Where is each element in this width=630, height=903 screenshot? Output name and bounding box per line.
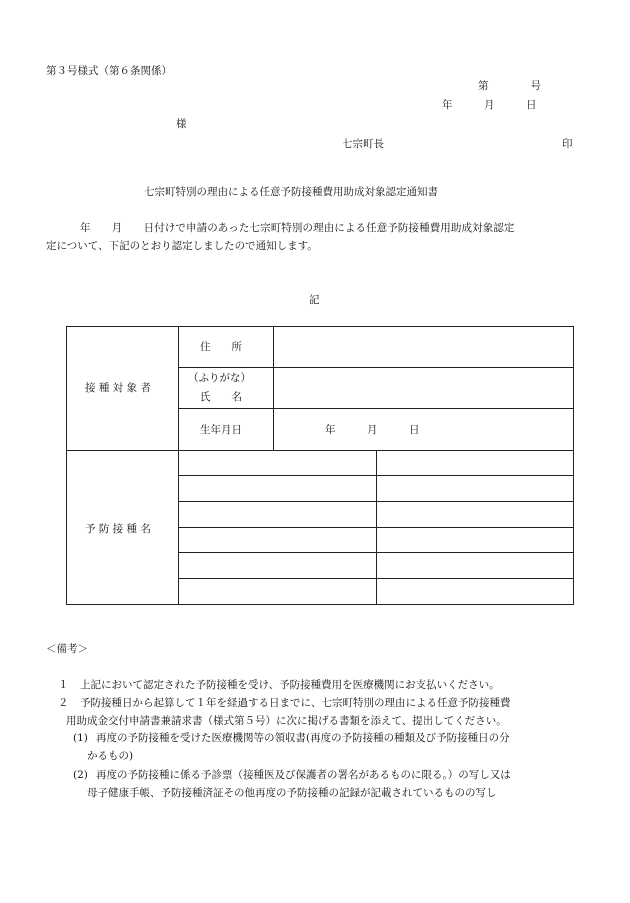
note-2-number: ２ [58, 697, 69, 709]
table-divider [273, 327, 274, 450]
seal-mark: 印 [562, 138, 573, 150]
birthdate-value: 年 月 日 [325, 424, 420, 436]
body-line-2: 定について、下記のとおり認定しましたので通知します。 [46, 240, 318, 252]
sub-item-1-line-1: 再度の予防接種を受けた医療機関等の領収書(再度の予防接種の種類及び予防接種日の分 [96, 732, 510, 744]
document-title: 七宗町特別の理由による任意予防接種費用助成対象認定通知書 [144, 186, 438, 198]
sub-item-2-number: (2) [73, 769, 88, 781]
document-number: 第 号 [478, 80, 541, 92]
table-divider [178, 367, 573, 368]
address-label: 住 所 [200, 341, 242, 353]
issuer-name: 七宗町長 [342, 138, 384, 150]
table-divider [178, 408, 573, 409]
note-1-number: １ [58, 679, 69, 691]
sub-item-2-line-1: 再度の予防接種に係る予診票（接種医及び保護者の署名があるものに限る。）の写し又は [96, 769, 511, 781]
note-1-text: 上記において認定された予防接種を受け、予防接種費用を医療機関にお支払いください。 [80, 679, 500, 691]
note-2-text-line-2: 用助成金交付申請書兼請求書（様式第５号）に次に掲げる書類を添えて、提出してください。 [66, 715, 507, 727]
sub-item-1-line-2: かるもの) [87, 750, 134, 762]
birthdate-label: 生年月日 [200, 424, 242, 436]
note-2-text-line-1: 予防接種日から起算して１年を経過する日までに、七宗町特別の理由による任意予防接種費 [80, 697, 511, 709]
form-number: 第３号様式（第６条関係） [46, 65, 172, 77]
certification-table [66, 326, 574, 605]
sub-item-2-line-2: 母子健康手帳、予防接種済証その他再度の予防接種の記録が記載されているものの写し [87, 787, 497, 799]
name-label: 氏 名 [200, 391, 242, 403]
vaccine-label: 予 防 接 種 名 [85, 523, 151, 535]
body-line-1: 年 月 日付けで申請のあった七宗町特別の理由による任意予防接種費用助成対象認定 [80, 222, 515, 234]
ki-heading: 記 [309, 294, 320, 306]
table-divider [67, 450, 573, 451]
table-divider [178, 327, 179, 604]
sub-item-1-number: (1) [73, 732, 88, 744]
furigana-label: （ふりがな） [188, 372, 251, 384]
subject-label: 接 種 対 象 者 [85, 382, 151, 394]
table-divider [376, 450, 377, 604]
notes-heading: ＜備考＞ [46, 643, 88, 655]
issue-date: 年 月 日 [442, 99, 537, 111]
addressee-suffix: 様 [176, 118, 187, 130]
